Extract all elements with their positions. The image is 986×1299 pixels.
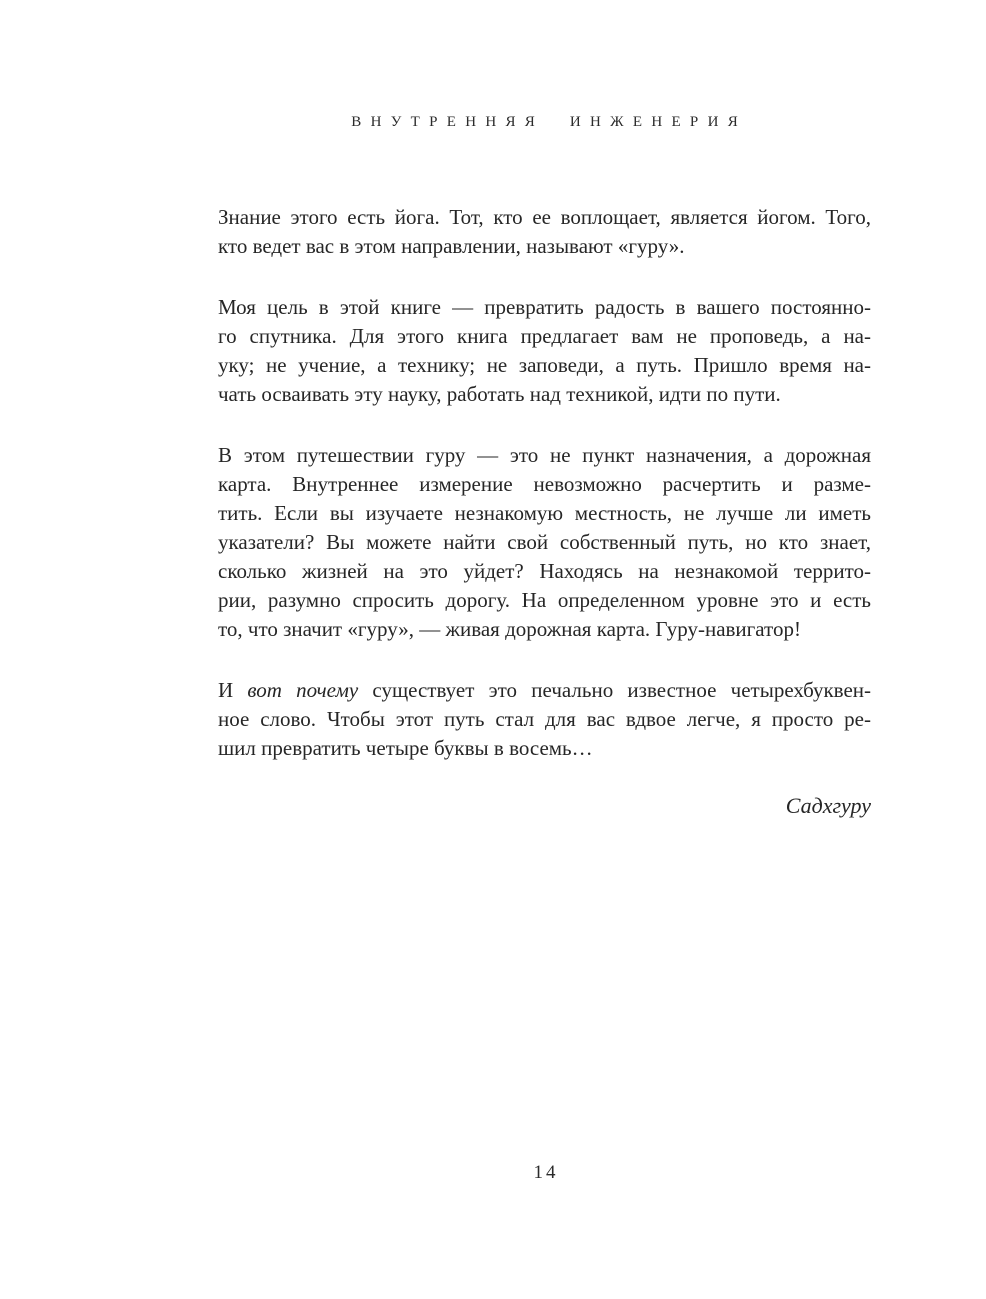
text-line: тить. Если вы изучаете незнакомую местность, не лучше ли иметь — [218, 501, 871, 525]
text-line: рии, разумно спросить дорогу. На определенном уровне это и есть — [218, 588, 871, 612]
paragraph — [218, 203, 871, 261]
text-line: карта. Внутреннее измерение невозможно расчертить и разме- — [218, 472, 871, 496]
paragraph — [218, 293, 871, 409]
text-line: сколько жизней на это уйдет? Находясь на незнакомой террито- — [218, 559, 871, 583]
text-line: уку; не учение, а технику; не заповеди, а путь. Пришло время на- — [218, 353, 871, 377]
text-line: В этом путешествии гуру — это не пункт назначения, а дорожная — [218, 443, 871, 467]
running-header: ВНУТРЕННЯЯ ИНЖЕНЕРИЯ — [351, 114, 748, 130]
paragraphs-container — [218, 203, 871, 763]
text-line: кто ведет вас в этом направлении, называют «гуру». — [218, 234, 685, 258]
text-line: И вот почему существует это печально известное четырехбуквен- — [218, 678, 872, 702]
text-line: указатели? Вы можете найти свой собственный путь, но кто знает, — [218, 530, 871, 554]
text-line: то, что значит «гуру», — живая дорожная карта. Гуру-навигатор! — [218, 617, 801, 641]
italic-emphasis: вот почему — [247, 678, 359, 702]
text-line: чать осваивать эту науку, работать над техникой, идти по пути. — [218, 382, 781, 406]
text-line: ное слово. Чтобы этот путь стал для вас вдвое легче, я просто ре- — [218, 707, 871, 731]
author-signature: Садхгуру — [785, 793, 871, 818]
paragraph — [218, 441, 871, 644]
text-line: го спутника. Для этого книга предлагает вам не проповедь, а на- — [218, 324, 871, 348]
paragraph — [218, 676, 871, 763]
body-text-block — [218, 203, 871, 820]
text-line: Моя цель в этой книге — превратить радость в вашего постоянно- — [218, 295, 871, 319]
text-line: шил превратить четыре буквы в восемь… — [218, 736, 593, 760]
text-line: Знание этого есть йога. Тот, кто ее воплощает, является йогом. Того, — [218, 205, 871, 229]
page-number: 14 — [533, 1162, 559, 1183]
